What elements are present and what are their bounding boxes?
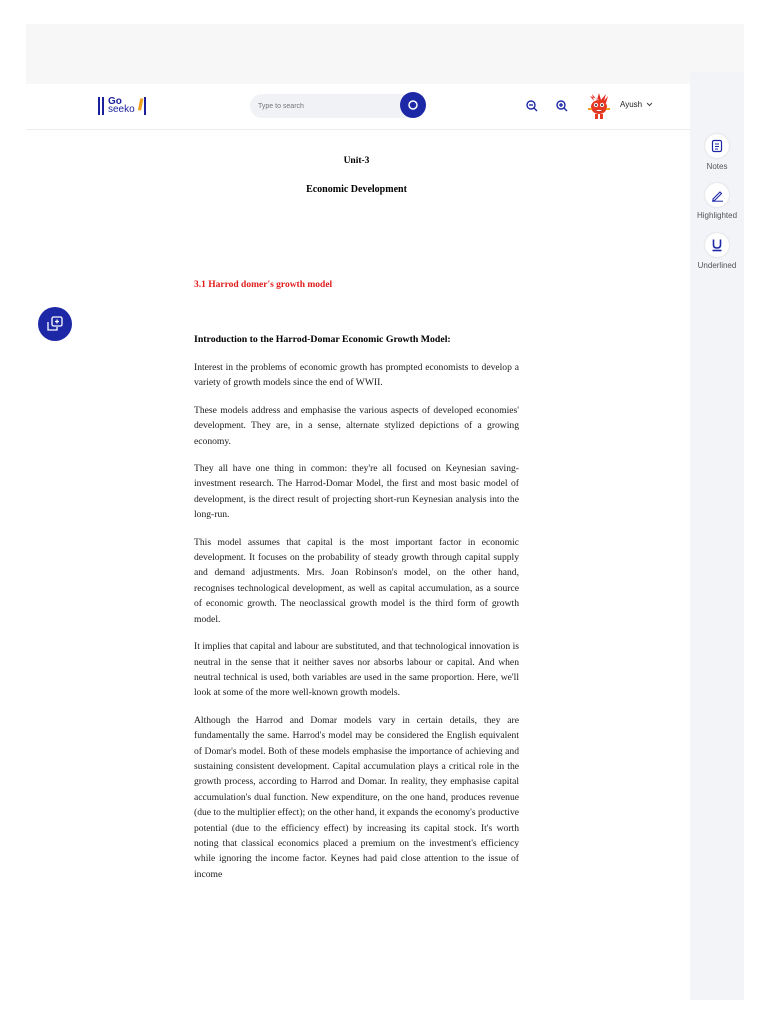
search-input[interactable] bbox=[258, 98, 388, 114]
pen-icon bbox=[711, 189, 724, 202]
zoom-in-icon bbox=[556, 100, 568, 112]
user-menu[interactable] bbox=[620, 100, 653, 109]
underline-icon bbox=[711, 238, 723, 252]
logo-slash: // bbox=[137, 97, 141, 114]
zoom-out-icon bbox=[526, 100, 538, 112]
floating-action-button[interactable] bbox=[38, 307, 72, 341]
paragraph: These models address and emphasise the various aspects of developed economies' development. They are, in a sense, alternate stylized depictions of a growing economy. bbox=[194, 404, 519, 447]
logo-text-bottom: seeko bbox=[108, 104, 135, 115]
notes-popout-icon bbox=[46, 316, 64, 332]
notes-icon bbox=[711, 139, 723, 153]
paragraph: This model assumes that capital is the most important factor in economic development. It focuses on the probability of steady growth through capital supply and demand adjustments. Mrs. Joan Robinson's model, on the other hand, recognises technological development, as well as capital accumulation, as a source of economic growth. The neoclassical growth model is the third form of growth model. bbox=[194, 536, 519, 625]
logo-bar bbox=[102, 97, 104, 115]
chevron-down-icon bbox=[646, 102, 653, 107]
avatar[interactable] bbox=[586, 92, 612, 120]
paragraph: It implies that capital and labour are substituted, and that technological innovation is neutral in the sense that it neither saves nor absorbs labour or capital. And when neutral technical is used, both variables are used in the same proportion. Here, we'll look at some of the more well-known growth models. bbox=[194, 641, 519, 699]
notes-tool[interactable] bbox=[690, 134, 744, 171]
chapter-title: Economic Development bbox=[306, 184, 407, 195]
search-button[interactable] bbox=[400, 92, 426, 118]
underlined-label: Underlined bbox=[697, 261, 737, 270]
zoom-out-button[interactable] bbox=[526, 99, 538, 117]
underlined-tool[interactable] bbox=[690, 233, 744, 270]
highlighted-button[interactable] bbox=[705, 183, 729, 207]
paragraph: Although the Harrod and Domar models vary in certain details, they are fundamentally the same. Harrod's model may be considered the English equivalent of Domar's model. Both of these models emphasise the importance of achieving and sustaining consistent development. Capital accumulation plays a critical role in the growth process, according to Harrod and Domar. In reality, they emphasise capital accumulation's dual function. New expenditure, on the one hand, produces revenue (due to the multiplier effect); on the other hand, it expands the economy's productive potential (due to the efficiency effect) by increasing its capital stock. It's worth noting that classical economics placed a premium on the investment's efficiency while ignoring the income factor. Keynes had paid close attention to the issue of income bbox=[194, 714, 519, 880]
paragraph: They all have one thing in common: they're all focused on Keynesian saving-investment research. The Harrod-Domar Model, the first and most basic model of development, is the direct result of projecting short-run Keynesian analysis into the long-run. bbox=[194, 463, 519, 521]
highlighted-tool[interactable] bbox=[690, 183, 744, 220]
unit-title: Unit-3 bbox=[343, 156, 370, 166]
search-icon bbox=[407, 99, 419, 111]
logo-text-top: Go bbox=[108, 96, 122, 107]
logo-bar bbox=[144, 97, 146, 115]
user-name: Ayush bbox=[620, 100, 643, 109]
section-heading: 3.1 Harrod domer's growth model bbox=[194, 280, 333, 290]
highlighted-label: Highlighted bbox=[696, 211, 738, 220]
intro-heading: Introduction to the Harrod-Domar Economic Growth Model: bbox=[194, 334, 451, 345]
paragraph: Interest in the problems of economic growth has prompted economists to develop a variety of growth models since the end of WWII. bbox=[194, 362, 519, 389]
logo-bar bbox=[98, 97, 100, 115]
annotation-sidebar bbox=[690, 72, 744, 1000]
app-logo[interactable] bbox=[98, 96, 148, 116]
notes-button[interactable] bbox=[705, 134, 729, 158]
top-header bbox=[26, 84, 690, 130]
zoom-in-button[interactable] bbox=[556, 99, 568, 117]
logo-wordmark bbox=[108, 98, 135, 114]
notes-label: Notes bbox=[706, 162, 728, 171]
underlined-button[interactable] bbox=[705, 233, 729, 257]
document-body bbox=[194, 360, 519, 894]
avatar-character-icon bbox=[586, 92, 612, 120]
